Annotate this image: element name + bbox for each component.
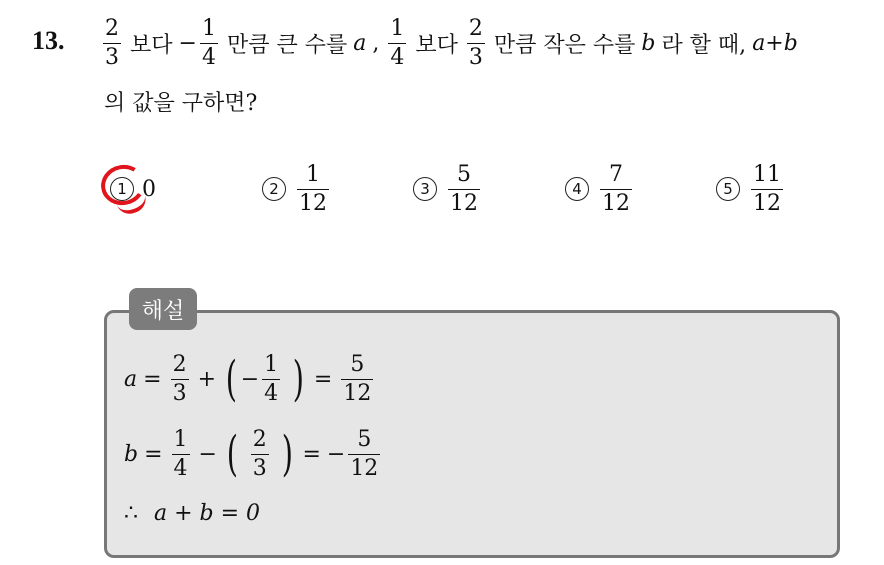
question-text: 만큼 작은 수를	[493, 32, 636, 58]
fraction-bar	[200, 43, 218, 44]
equals-sign: =	[144, 441, 163, 467]
choice-value: 0	[142, 176, 156, 202]
equals-sign: =	[302, 441, 321, 467]
fraction-numerator: 2	[105, 15, 119, 41]
choice-fraction	[600, 163, 632, 216]
choice-marker: 3	[413, 177, 437, 201]
fraction-bar	[751, 189, 783, 190]
solution-fraction	[171, 353, 189, 406]
fraction-denominator: 12	[753, 190, 781, 216]
fraction-bar	[341, 379, 373, 380]
fraction-numerator: 11	[753, 161, 781, 187]
solution-line-3	[124, 496, 260, 530]
choice-4[interactable]	[565, 160, 635, 218]
solution-fraction	[251, 428, 269, 481]
comma: ,	[372, 30, 380, 56]
fraction-bar	[388, 43, 406, 44]
choice-marker: 1	[110, 177, 134, 201]
choice-marker: 4	[565, 177, 589, 201]
fraction-bar	[251, 454, 269, 455]
fraction-numerator: 1	[173, 426, 188, 452]
fraction-numerator: 1	[306, 161, 320, 187]
minus-sign: −	[198, 441, 217, 467]
fraction-denominator: 4	[264, 380, 279, 406]
solution-fraction	[262, 353, 280, 406]
fraction-denominator: 3	[172, 380, 187, 406]
fraction-bar	[467, 43, 485, 44]
solution-tag: 해설	[129, 288, 197, 330]
minus-sign: −	[178, 30, 197, 56]
variable-a: a	[124, 366, 138, 392]
fraction-numerator: 2	[468, 15, 483, 41]
choice-fraction	[297, 163, 329, 216]
fraction-numerator: 2	[252, 426, 267, 452]
fraction-numerator: 1	[264, 351, 279, 377]
fraction-denominator: 4	[173, 455, 188, 481]
therefore-symbol: ∴	[124, 500, 138, 526]
question-number: 13.	[32, 26, 65, 55]
fraction-bar	[600, 189, 632, 190]
fraction-two-thirds	[103, 17, 121, 70]
fraction-two-thirds	[467, 17, 485, 70]
solution-fraction	[172, 428, 190, 481]
variable-a: a	[353, 30, 367, 56]
solution-fraction	[341, 353, 373, 406]
fraction-denominator: 12	[343, 380, 372, 406]
plus-sign: +	[197, 366, 216, 392]
solution-conclusion: a + b = 0	[154, 500, 261, 526]
choice-3[interactable]	[413, 160, 483, 218]
fraction-numerator: 1	[390, 15, 405, 41]
fraction-denominator: 12	[350, 455, 379, 481]
choice-2[interactable]	[262, 160, 332, 218]
fraction-denominator: 12	[450, 190, 478, 216]
question-text: 라 할 때,	[661, 32, 747, 58]
fraction-bar	[171, 379, 189, 380]
minus-sign: −	[240, 366, 260, 392]
fraction-denominator: 12	[602, 190, 630, 216]
solution-line-1	[124, 345, 376, 413]
fraction-one-fourth	[388, 17, 406, 70]
left-paren: (	[225, 351, 237, 407]
choice-fraction	[448, 163, 480, 216]
expression-a-plus-b: a+b	[752, 30, 798, 56]
fraction-denominator: 4	[201, 44, 216, 70]
fraction-bar	[348, 454, 380, 455]
fraction-bar	[297, 189, 329, 190]
fraction-bar	[448, 189, 480, 190]
fraction-numerator: 5	[457, 161, 471, 187]
fraction-denominator: 3	[468, 44, 483, 70]
fraction-denominator: 3	[105, 44, 119, 70]
equals-sign: =	[313, 366, 333, 392]
choice-1[interactable]	[110, 160, 156, 218]
left-paren: (	[226, 426, 238, 482]
fraction-bar	[262, 379, 280, 380]
variable-b: b	[641, 30, 656, 56]
fraction-numerator: 7	[609, 161, 623, 187]
solution-line-2	[124, 420, 383, 488]
fraction-numerator: 2	[172, 351, 187, 377]
right-paren: )	[281, 426, 293, 482]
choice-fraction	[751, 163, 783, 216]
choice-marker: 2	[262, 177, 286, 201]
fraction-denominator: 4	[390, 44, 405, 70]
question-line-1	[100, 10, 798, 76]
question-text: 보다	[415, 32, 458, 58]
fraction-numerator: 5	[357, 426, 372, 452]
fraction-numerator: 5	[350, 351, 365, 377]
minus-sign: −	[326, 441, 346, 467]
fraction-bar	[172, 454, 190, 455]
fraction-denominator: 3	[252, 455, 267, 481]
solution-fraction	[348, 428, 380, 481]
fraction-bar	[103, 43, 121, 44]
choice-5[interactable]	[716, 160, 786, 218]
question-text: 만큼 큰 수를	[226, 32, 348, 58]
fraction-denominator: 12	[299, 190, 327, 216]
fraction-numerator: 1	[201, 15, 216, 41]
equals-sign: =	[143, 366, 162, 392]
question-text: 보다	[130, 32, 173, 58]
right-paren: )	[292, 351, 305, 407]
choice-marker: 5	[716, 177, 740, 201]
variable-b: b	[124, 441, 139, 467]
question-line-2: 의 값을 구하면?	[104, 91, 258, 116]
fraction-one-fourth	[200, 17, 218, 70]
